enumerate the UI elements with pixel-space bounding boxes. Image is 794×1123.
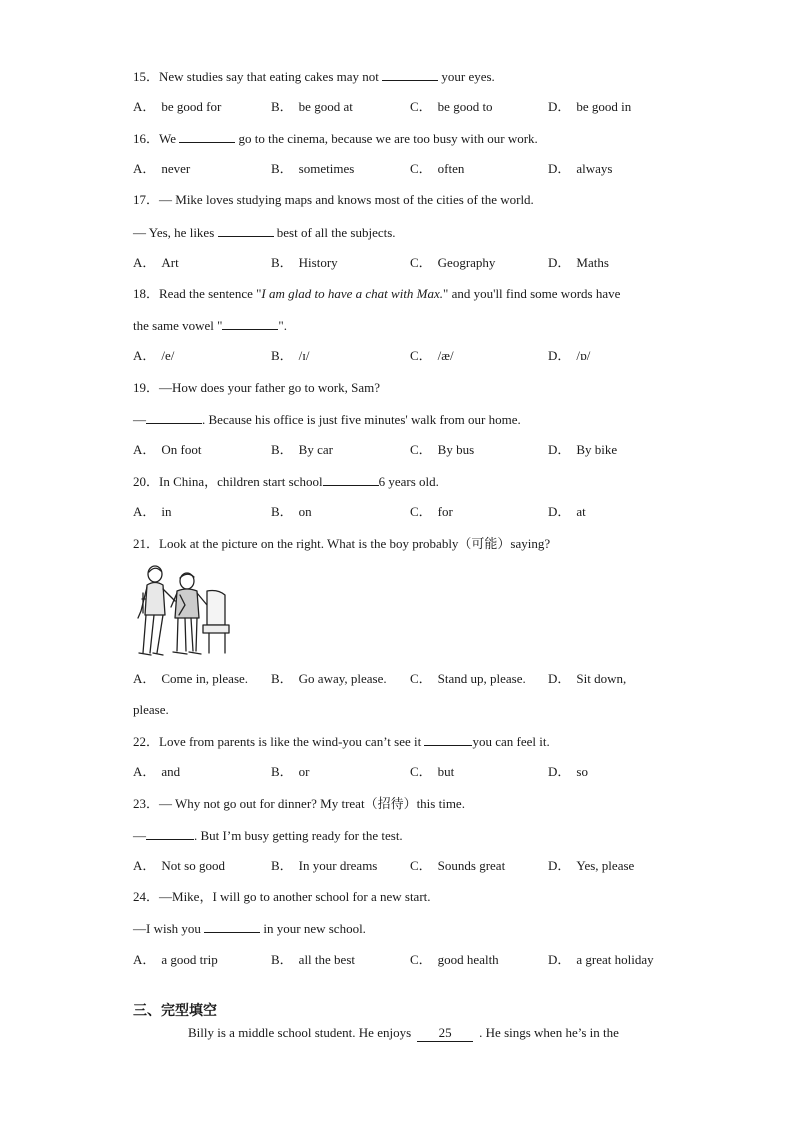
option-c[interactable]: C． Stand up, please.	[410, 671, 526, 686]
question-19: 19．—How does your father go to work, Sam?	[133, 380, 380, 395]
options-17	[133, 255, 693, 271]
options-15	[133, 99, 693, 115]
option-d[interactable]: D． /ɒ/	[548, 348, 591, 363]
answer-blank	[218, 224, 274, 237]
option-a[interactable]: A． a good trip	[133, 952, 218, 967]
option-d[interactable]: D． always	[548, 161, 613, 176]
cloze-blank-25: 25	[417, 1025, 473, 1042]
question-23: 23．— Why not go out for dinner? My treat（招待）this time.	[133, 796, 465, 811]
question-15: 15．New studies say that eating cakes may not your eyes.	[133, 69, 495, 84]
option-d[interactable]: D． so	[548, 764, 588, 779]
option-c[interactable]: C． but	[410, 764, 455, 779]
option-d[interactable]: D． Yes, please	[548, 858, 635, 873]
option-c[interactable]: C． Sounds great	[410, 858, 506, 873]
option-d[interactable]: D． a great holiday	[548, 952, 654, 967]
option-a[interactable]: A． and	[133, 764, 181, 779]
option-b[interactable]: B． By car	[271, 442, 333, 457]
options-22	[133, 764, 693, 780]
question-16: 16．We go to the cinema, because we are too busy with our work.	[133, 131, 538, 146]
option-a[interactable]: A． Not so good	[133, 858, 225, 873]
options-18	[133, 348, 693, 364]
option-d[interactable]: D． at	[548, 504, 586, 519]
answer-blank	[323, 473, 379, 486]
option-a[interactable]: A． Art	[133, 255, 179, 270]
option-c[interactable]: C． By bus	[410, 442, 475, 457]
option-a[interactable]: A． /e/	[133, 348, 175, 363]
option-b[interactable]: B． or	[271, 764, 310, 779]
option-c[interactable]: C． often	[410, 161, 465, 176]
answer-blank	[222, 317, 278, 330]
option-b[interactable]: B． In your dreams	[271, 858, 378, 873]
question-21: 21．Look at the picture on the right. What is the boy probably（可能）saying?	[133, 536, 551, 551]
option-b[interactable]: B． all the best	[271, 952, 355, 967]
answer-blank	[204, 920, 260, 933]
options-24	[133, 952, 693, 968]
option-d[interactable]: D． By bike	[548, 442, 618, 457]
question-24: 24．—Mike，I will go to another school for a new start.	[133, 889, 431, 904]
question-17: 17．— Mike loves studying maps and knows most of the cities of the world.	[133, 192, 534, 207]
boy-and-old-man-illustration	[133, 563, 233, 658]
option-b[interactable]: B． be good at	[271, 99, 353, 114]
answer-blank	[382, 68, 438, 81]
question-24-line-2: —I wish you in your new school.	[133, 921, 366, 936]
question-23-line-2: — . But I’m busy getting ready for the test.	[133, 828, 403, 843]
option-c[interactable]: C． Geography	[410, 255, 496, 270]
option-b[interactable]: B． Go away, please.	[271, 671, 387, 686]
option-b[interactable]: B． History	[271, 255, 338, 270]
option-b[interactable]: B． /ɪ/	[271, 348, 310, 363]
option-c[interactable]: C． good health	[410, 952, 499, 967]
option-d[interactable]: D． Sit down,	[548, 671, 627, 686]
option-a[interactable]: A． in	[133, 504, 172, 519]
option-c[interactable]: C． be good to	[410, 99, 493, 114]
option-d[interactable]: D． Maths	[548, 255, 609, 270]
question-18-line-2: the same vowel " ".	[133, 318, 287, 333]
options-23	[133, 858, 693, 874]
option-a[interactable]: A． be good for	[133, 99, 222, 114]
options-20	[133, 504, 693, 520]
answer-blank	[424, 733, 472, 746]
question-17-line-2: — Yes, he likes best of all the subjects.	[133, 225, 396, 240]
option-a[interactable]: A． On foot	[133, 442, 202, 457]
section-title: 三、完型填空	[133, 1003, 217, 1019]
answer-blank	[146, 827, 194, 840]
question-20: 20．In China，children start school 6 years old.	[133, 474, 439, 489]
option-c[interactable]: C． for	[410, 504, 453, 519]
question-22: 22．Love from parents is like the wind-you can’t see it you can feel it.	[133, 734, 550, 749]
option-a[interactable]: A． Come in, please.	[133, 671, 249, 686]
option-b[interactable]: B． on	[271, 504, 312, 519]
question-18: 18．Read the sentence "I am glad to have a chat with Max." and you'll find some words have	[133, 286, 621, 301]
passage-first-line: Billy is a middle school student. He enjoys 25 . He sings when he’s in the	[188, 1025, 619, 1040]
question-19-line-2: — . Because his office is just five minutes' walk from our home.	[133, 412, 521, 427]
option-d-continuation: please.	[133, 702, 169, 717]
option-b[interactable]: B． sometimes	[271, 161, 355, 176]
answer-blank	[179, 130, 235, 143]
options-16	[133, 161, 693, 177]
option-c[interactable]: C． /æ/	[410, 348, 454, 363]
options-21	[133, 671, 693, 687]
answer-blank	[146, 411, 202, 424]
option-a[interactable]: A． never	[133, 161, 191, 176]
options-19	[133, 442, 693, 458]
option-d[interactable]: D． be good in	[548, 99, 632, 114]
